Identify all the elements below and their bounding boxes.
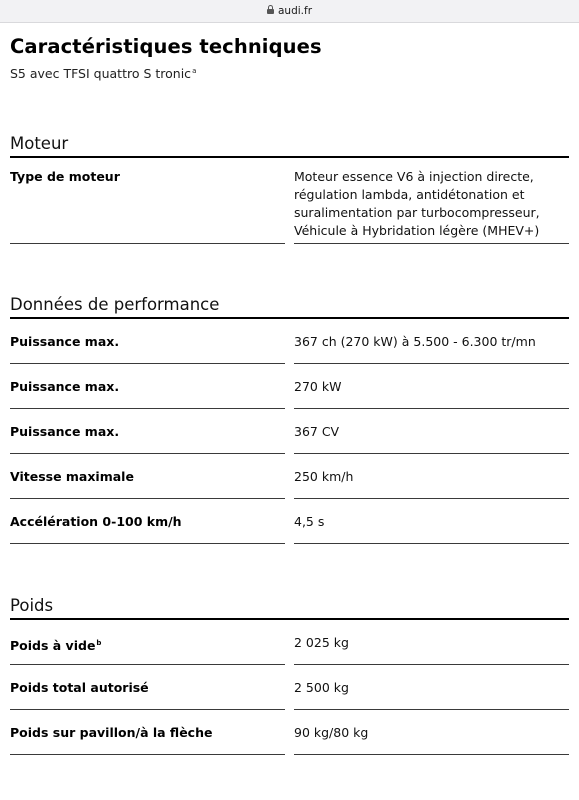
browser-url-bar[interactable] xyxy=(0,0,579,23)
spec-row xyxy=(10,409,569,454)
model-subtitle xyxy=(10,66,569,81)
spec-row-type-moteur xyxy=(10,158,569,244)
spec-label: Poids sur pavillon/à la flèche xyxy=(10,710,285,755)
spec-row xyxy=(10,665,569,710)
section-title-moteur: Moteur xyxy=(10,134,69,153)
spec-value: 367 ch (270 kW) à 5.500 - 6.300 tr/mn xyxy=(294,319,569,364)
spec-label: Poids total autorisé xyxy=(10,665,285,710)
spec-value: 270 kW xyxy=(294,364,569,409)
spec-row xyxy=(10,620,569,665)
model-name: S5 avec TFSI quattro S tronic xyxy=(10,66,192,81)
spec-value: 4,5 s xyxy=(294,499,569,544)
spec-label: Puissance max. xyxy=(10,319,285,364)
spec-value: Moteur essence V6 à injection directe, régulation lambda, antidétonation et suralimentation par turbocompresseur, Véhicule à Hybridation légère (MHEV+) xyxy=(294,158,569,244)
spec-row xyxy=(10,499,569,544)
spec-label: Puissance max. xyxy=(10,364,285,409)
spec-row xyxy=(10,364,569,409)
footnote-marker[interactable]: a xyxy=(192,66,197,75)
url-text: audi.fr xyxy=(277,5,313,17)
spec-label: Puissance max. xyxy=(10,409,285,454)
spec-value: 2 500 kg xyxy=(294,665,569,710)
spec-label: Accélération 0-100 km/h xyxy=(10,499,285,544)
section-title-poids: Poids xyxy=(10,596,54,615)
lock-icon xyxy=(267,8,274,16)
section-title-performance: Données de performance xyxy=(10,295,220,314)
spec-row xyxy=(10,710,569,755)
spec-label: Type de moteur xyxy=(10,158,285,244)
spec-label: Poids à vide xyxy=(10,638,96,654)
spec-label: Vitesse maximale xyxy=(10,454,285,499)
spec-row xyxy=(10,454,569,499)
main-content xyxy=(0,35,579,755)
spec-row xyxy=(10,319,569,364)
spec-label-with-footnote xyxy=(10,620,285,665)
page-title: Caractéristiques techniques xyxy=(10,35,322,58)
spec-value: 2 025 kg xyxy=(294,620,569,665)
footnote-marker[interactable]: b xyxy=(96,639,102,647)
spec-value: 250 km/h xyxy=(294,454,569,499)
spec-value: 367 CV xyxy=(294,409,569,454)
spec-value: 90 kg/80 kg xyxy=(294,710,569,755)
